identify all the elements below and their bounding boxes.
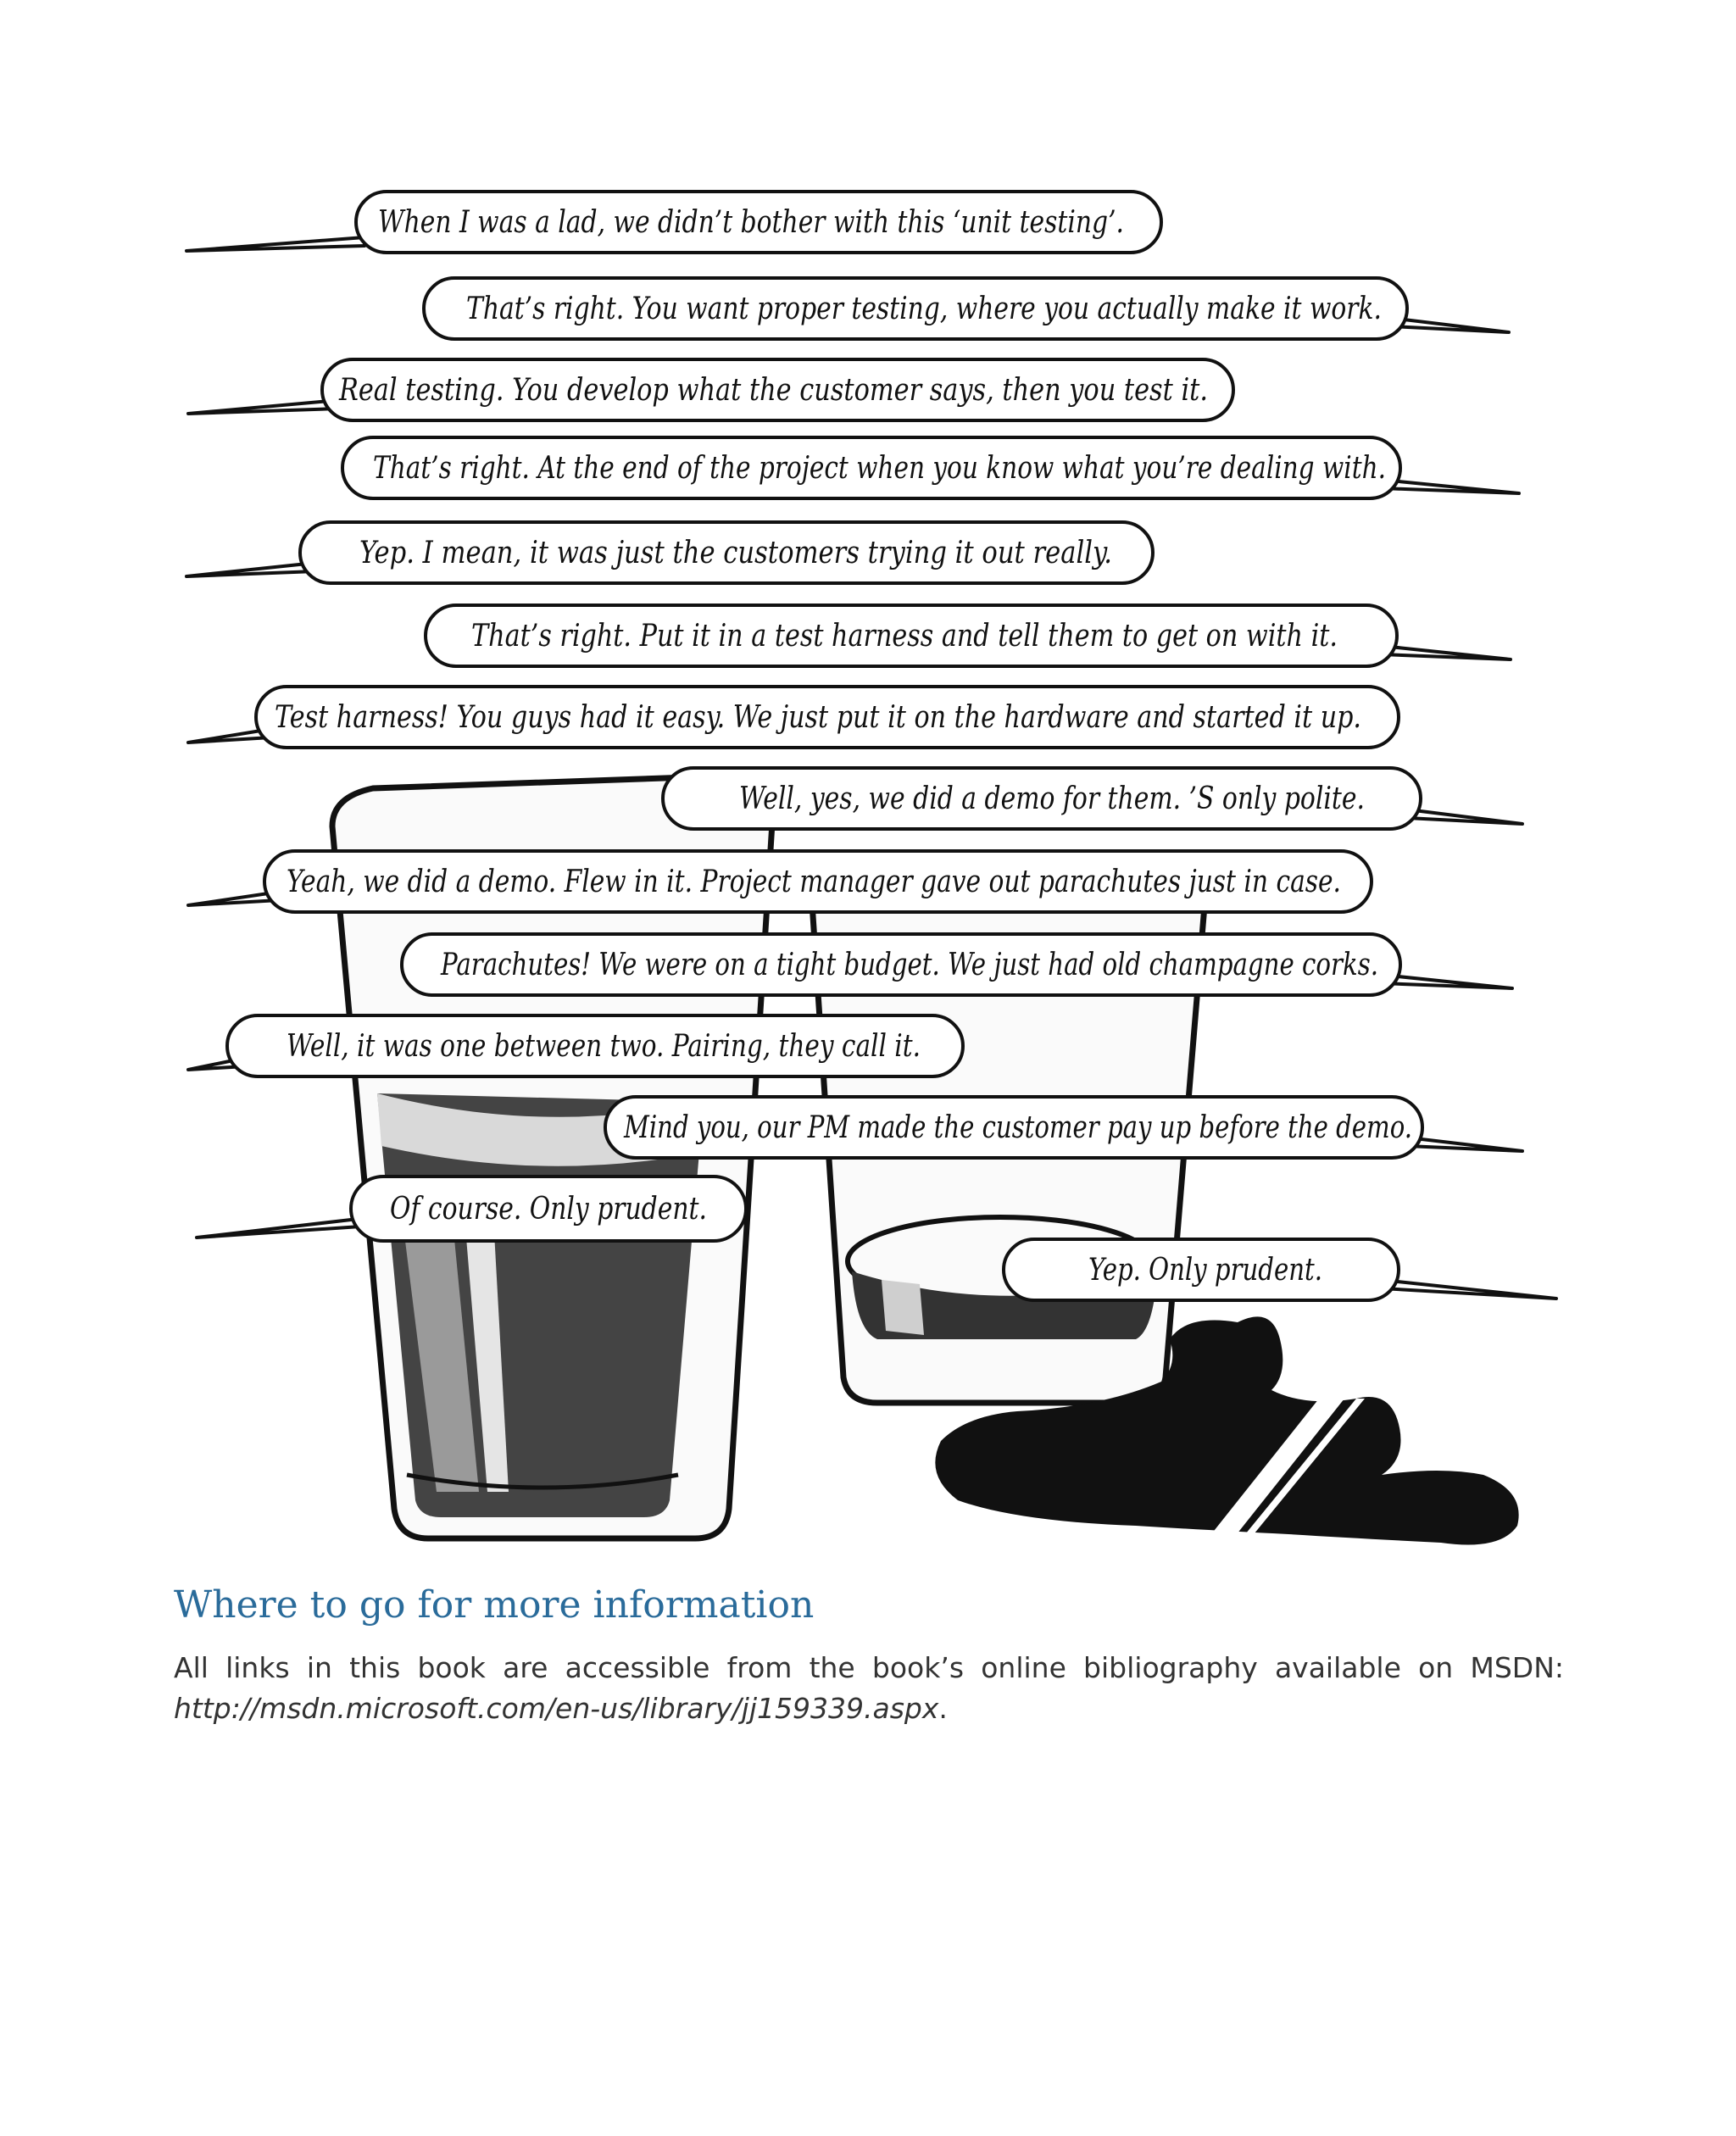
url-suffix: . bbox=[938, 1692, 948, 1725]
speech-bubble bbox=[188, 359, 1233, 420]
speech-bubble-text: Mind you, our PM made the customer pay up before the demo. bbox=[623, 1110, 1412, 1145]
bibliography-link[interactable]: http://msdn.microsoft.com/en-us/library/jj159339.aspx bbox=[174, 1692, 939, 1725]
speech-bubble-text: When I was a lad, we didn’t bother with this ‘unit testing’. bbox=[378, 205, 1124, 240]
speech-bubble-text: Yep. Only prudent. bbox=[1088, 1253, 1322, 1288]
speech-bubble-text: Well, yes, we did a demo for them. ’S only polite. bbox=[739, 782, 1365, 816]
speech-bubble-text: Yep. I mean, it was just the customers trying it out really. bbox=[359, 536, 1112, 570]
speech-bubble-text: Test harness! You guys had it easy. We just put it on the hardware and started it up. bbox=[275, 700, 1361, 735]
speech-bubble-text: Of course. Only prudent. bbox=[390, 1192, 707, 1227]
speech-bubble-text: That’s right. At the end of the project when you know what you’re dealing with. bbox=[373, 451, 1386, 486]
url-line bbox=[174, 1688, 948, 1729]
speech-bubble bbox=[188, 687, 1399, 748]
speech-bubble bbox=[1004, 1239, 1556, 1300]
speech-bubble bbox=[663, 768, 1522, 829]
speech-bubble-text: Yeah, we did a demo. Flew in it. Project manager gave out parachutes just in case. bbox=[287, 865, 1341, 899]
speech-bubble-text: Parachutes! We were on a tight budget. We just had old champagne corks. bbox=[440, 948, 1378, 982]
speech-bubble bbox=[426, 605, 1511, 666]
speech-bubble-text: That’s right. You want proper testing, where you actually make it work. bbox=[466, 292, 1382, 326]
body-paragraph: All links in this book are accessible from the book’s online bibliography available on MSDN: bbox=[174, 1651, 1564, 1684]
section-heading: Where to go for more information bbox=[174, 1583, 815, 1627]
speech-bubble bbox=[188, 851, 1372, 912]
speech-bubble bbox=[186, 192, 1161, 253]
speech-bubble bbox=[605, 1097, 1522, 1158]
speech-bubble-text: Real testing. You develop what the customer says, then you test it. bbox=[338, 373, 1208, 408]
speech-bubble bbox=[197, 1176, 746, 1241]
speech-bubble-text: That’s right. Put it in a test harness and tell them to get on with it. bbox=[471, 619, 1338, 654]
speech-bubble bbox=[186, 522, 1153, 583]
speech-bubble bbox=[402, 934, 1512, 995]
speech-bubble bbox=[424, 278, 1509, 339]
speech-bubble bbox=[342, 437, 1519, 498]
speech-bubble-text: Well, it was one between two. Pairing, they call it. bbox=[287, 1029, 921, 1064]
speech-bubble bbox=[188, 1015, 963, 1076]
